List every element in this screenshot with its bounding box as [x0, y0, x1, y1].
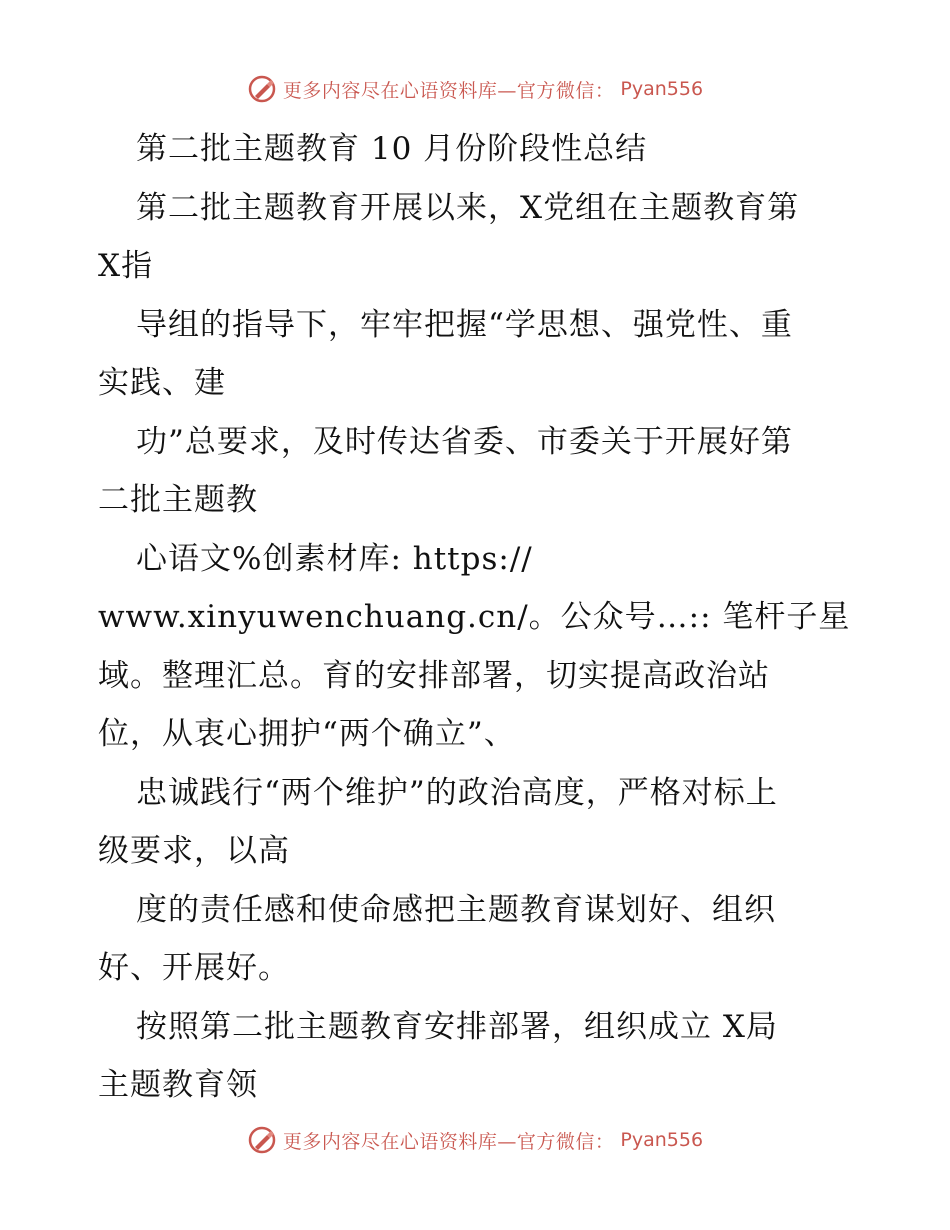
text-line: 域。整理汇总。育的安排部署，切实提高政治站: [98, 657, 770, 694]
text-line: 级要求，以高: [98, 833, 290, 869]
watermark-text: 更多内容尽在心语资料库—官方微信：: [282, 79, 615, 102]
text-line: 好、开展好。: [98, 950, 290, 986]
footer-watermark: [0, 1123, 950, 1157]
pen-logo-icon: [247, 74, 277, 104]
text-line: 心语文%创素材库: https://: [136, 540, 533, 577]
document-title: 第二批主题教育 10 月份阶段性总结: [136, 131, 648, 167]
watermark-text: 更多内容尽在心语资料库—官方微信：: [282, 1130, 615, 1153]
text-line: www.xinyuwenchuang.cn/。公众号…:: 笔杆子星: [98, 599, 851, 635]
text-line: 导组的指导下，牢牢把握“学思想、强党性、重: [136, 306, 793, 343]
pen-logo-icon: [247, 1125, 277, 1155]
header-watermark: [0, 72, 950, 106]
text-line: 位，从衷心拥护“两个确立”、: [98, 716, 516, 752]
text-line: 二批主题教: [98, 482, 258, 518]
document-body: [98, 120, 868, 1115]
text-line: 第二批主题教育开展以来，X党组在主题教育第: [136, 189, 800, 226]
text-line: 功”总要求，及时传达省委、市委关于开展好第: [136, 423, 793, 460]
text-line: 按照第二批主题教育安排部署，组织成立 X局: [136, 1008, 778, 1045]
text-line: 度的责任感和使命感把主题教育谋划好、组织: [136, 891, 776, 928]
watermark-wechat-id: Pyan556: [620, 78, 704, 100]
text-line: 忠诚践行“两个维护”的政治高度，严格对标上: [136, 774, 778, 811]
watermark-wechat-id: Pyan556: [620, 1129, 704, 1151]
text-line: 实践、建: [98, 365, 226, 401]
text-line: 主题教育领: [98, 1067, 258, 1103]
text-line: X指: [98, 248, 154, 284]
